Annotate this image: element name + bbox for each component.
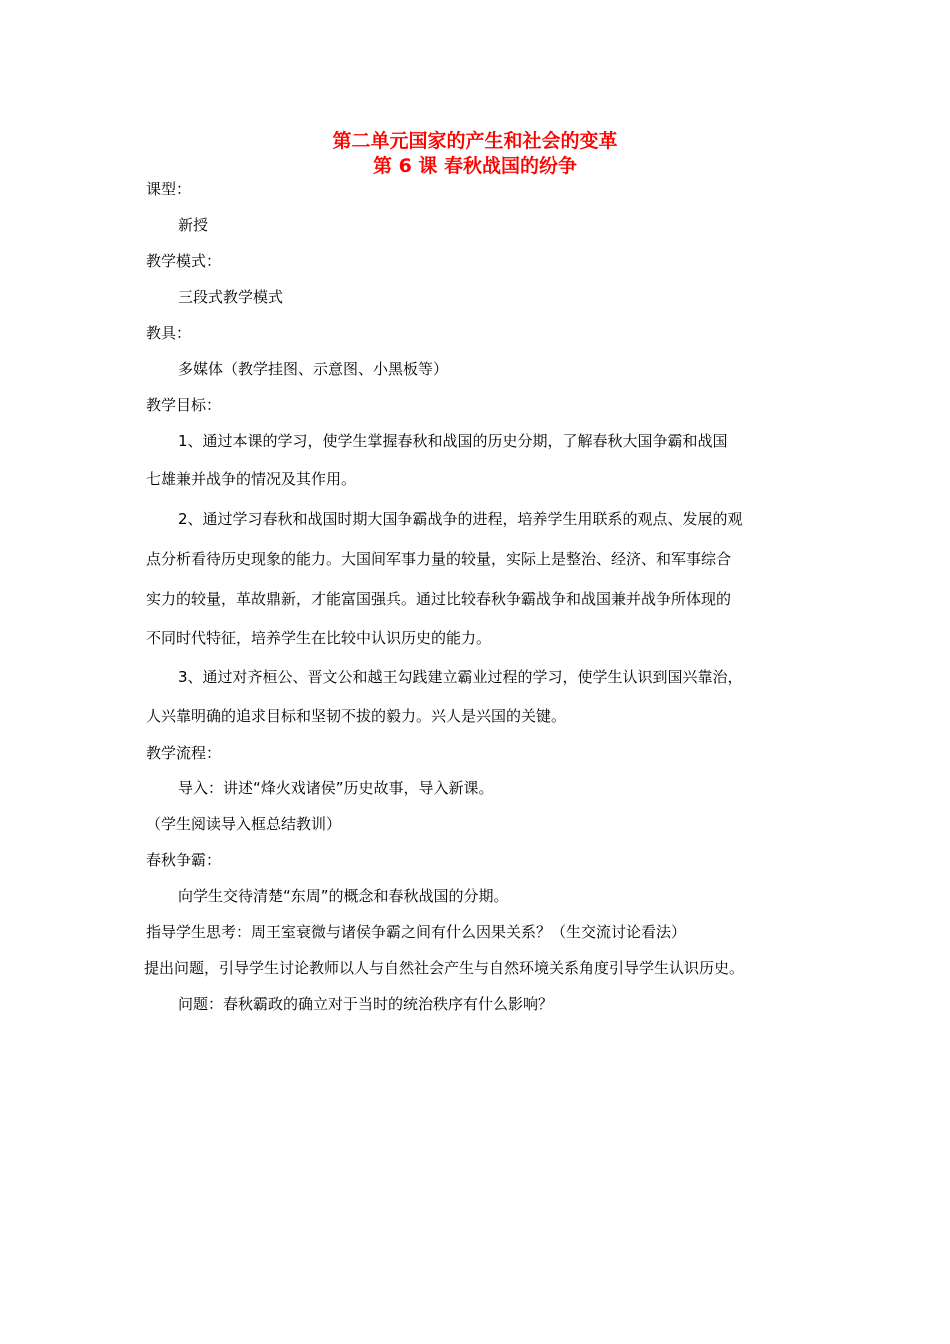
- goal-1-line-2: 七雄兼并战争的情况及其作用。: [146, 470, 357, 488]
- goal-3-line-2: 人兴靠明确的追求目标和坚韧不拔的毅力。兴人是兴国的关键。: [146, 707, 567, 725]
- goal-1-line-1: 1、通过本课的学习，使学生掌握春秋和战国的历史分期，了解春秋大国争霸和战国: [178, 432, 728, 450]
- goal-3-line-1: 3、通过对齐桓公、晋文公和越王勾践建立霸业过程的学习，使学生认识到国兴靠治，: [178, 668, 743, 686]
- label-teaching-process: 教学流程：: [146, 744, 222, 762]
- label-teaching-goals: 教学目标：: [146, 396, 222, 414]
- raise-question: 提出问题，引导学生讨论教师以人与自然社会产生与自然环境关系角度引导学生认识历史。: [144, 959, 745, 977]
- goal-2-line-1: 2、通过学习春秋和战国时期大国争霸战争的进程，培养学生用联系的观点、发展的观: [178, 510, 743, 528]
- intro-line: 导入：讲述“烽火戏诸侯”历史故事，导入新课。: [178, 779, 494, 797]
- goal-2-line-4: 不同时代特征，培养学生在比较中认识历史的能力。: [146, 629, 492, 647]
- label-teaching-mode: 教学模式：: [146, 252, 222, 270]
- explain-east-zhou: 向学生交待清楚“东周”的概念和春秋战国的分期。: [178, 887, 509, 905]
- goal-2-line-3: 实力的较量，革故鼎新，才能富国强兵。通过比较春秋争霸战争和战国兼并战争所体现的: [146, 590, 732, 608]
- student-reading-note: （学生阅读导入框总结教训）: [146, 815, 342, 833]
- unit-title: 第二单元国家的产生和社会的变革: [332, 130, 618, 152]
- label-lesson-type: 课型：: [146, 180, 192, 198]
- question-line: 问题：春秋霸政的确立对于当时的统治秩序有什么影响？: [178, 995, 554, 1013]
- goal-2-line-2: 点分析看待历史现象的能力。大国间军事力量的较量，实际上是整治、经济、和军事综合: [146, 550, 732, 568]
- lesson-type-value: 新授: [178, 216, 209, 234]
- teaching-mode-value: 三段式教学模式: [178, 288, 284, 306]
- guide-thinking: 指导学生思考：周王室衰微与诸侯争霸之间有什么因果关系？（生交流讨论看法）: [146, 923, 687, 941]
- label-teaching-aids: 教具：: [146, 324, 192, 342]
- teaching-aids-value: 多媒体（教学挂图、示意图、小黑板等）: [178, 360, 449, 378]
- section-spring-autumn: 春秋争霸：: [146, 851, 222, 869]
- lesson-title: 第 6 课 春秋战国的纷争: [372, 155, 578, 177]
